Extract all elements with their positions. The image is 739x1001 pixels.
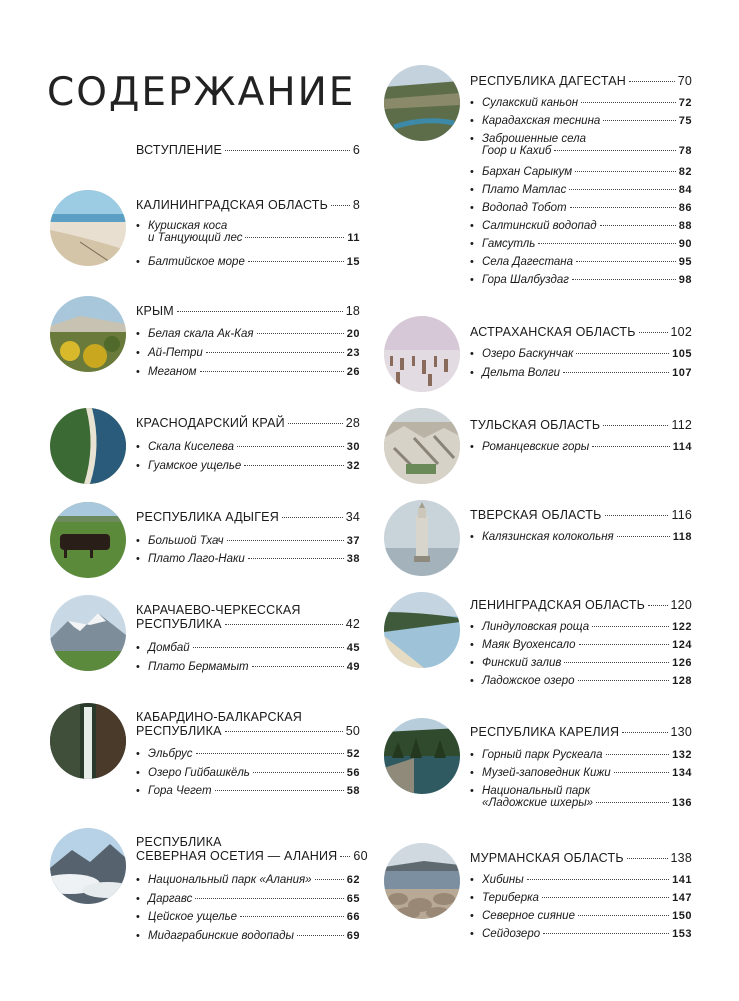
item-label: Мидаграбинские водопады	[148, 930, 294, 942]
dot-leader	[257, 333, 344, 334]
toc-item[interactable]	[136, 661, 360, 673]
bullet: •	[136, 256, 140, 268]
krasnodar-thumbnail	[50, 408, 126, 484]
bullet: •	[470, 238, 474, 250]
item-label: Дельта Волги	[482, 367, 561, 379]
dot-leader	[237, 446, 344, 447]
toc-item[interactable]	[136, 347, 360, 359]
item-label: Домбай	[148, 642, 190, 654]
item-page: 56	[346, 767, 360, 779]
item-page: 128	[672, 675, 692, 687]
bullet: •	[470, 115, 474, 127]
bullet: •	[470, 675, 474, 687]
item-label: Линдуловская роща	[482, 621, 590, 633]
toc-item[interactable]	[470, 274, 692, 286]
item-label: Села Дагестана	[482, 256, 574, 268]
bullet: •	[470, 274, 474, 286]
dot-leader	[576, 353, 669, 354]
toc-item[interactable]	[470, 184, 692, 196]
item-page: 88	[678, 220, 692, 232]
toc-item[interactable]	[136, 930, 360, 942]
item-label: Бархан Сарыкум	[482, 166, 573, 178]
item-label: Цейское ущелье	[148, 911, 238, 923]
section-page: 70	[677, 74, 692, 88]
item-page: 153	[672, 928, 692, 940]
bullet: •	[136, 661, 140, 673]
item-label: Даргавс	[148, 893, 193, 905]
item-label: Плато Бермамыт	[148, 661, 249, 673]
dot-leader	[605, 515, 669, 516]
dot-leader	[578, 915, 669, 916]
north-ossetia-thumbnail	[50, 828, 126, 904]
item-label: Гуамское ущелье	[148, 460, 242, 472]
dot-leader	[538, 243, 675, 244]
item-label: Романцевские горы	[482, 441, 590, 453]
dot-leader	[225, 624, 343, 625]
toc-item[interactable]	[470, 675, 692, 687]
item-label: Плато Лаго-Наки	[148, 553, 245, 565]
item-label: «Ладожские шхеры»	[482, 797, 594, 809]
item-label: Гамсутль	[482, 238, 536, 250]
dot-leader	[225, 150, 350, 151]
item-page: 132	[672, 749, 692, 761]
toc-section[interactable]	[136, 835, 368, 863]
toc-item[interactable]	[136, 642, 360, 654]
item-page: 118	[672, 531, 692, 543]
toc-item[interactable]	[136, 441, 360, 453]
bullet: •	[136, 347, 140, 359]
toc-section[interactable]	[470, 325, 692, 339]
item-label: Северное сияние	[482, 910, 575, 922]
toc-item[interactable]	[470, 892, 692, 904]
item-page: 82	[678, 166, 692, 178]
dot-leader	[622, 732, 667, 733]
toc-item[interactable]	[470, 621, 692, 633]
item-page: 58	[346, 785, 360, 797]
item-page: 20	[346, 328, 360, 340]
toc-item[interactable]	[470, 785, 692, 809]
item-label: Гоор и Кахиб	[482, 145, 552, 157]
bullet: •	[470, 256, 474, 268]
toc-section-intro[interactable]	[136, 143, 360, 157]
item-page: 86	[678, 202, 692, 214]
section-label: РЕСПУБЛИКА	[136, 724, 222, 738]
section-label: ТУЛЬСКАЯ ОБЛАСТЬ	[470, 418, 601, 432]
toc-item[interactable]	[470, 256, 692, 268]
section-label: КАБАРДИНО-БАЛКАРСКАЯ	[136, 710, 302, 724]
bullet: •	[136, 874, 140, 886]
section-page: 18	[345, 304, 360, 318]
item-label: Водопад Тобот	[482, 202, 567, 214]
item-page: 32	[346, 460, 360, 472]
toc-item[interactable]	[470, 531, 692, 543]
bullet: •	[470, 767, 474, 779]
toc-item[interactable]	[136, 874, 360, 886]
toc-section[interactable]	[470, 851, 692, 865]
kaliningrad-thumbnail	[50, 190, 126, 266]
toc-item[interactable]	[136, 553, 360, 565]
item-page: 45	[346, 642, 360, 654]
toc-item[interactable]	[470, 202, 692, 214]
dot-leader	[639, 332, 668, 333]
item-page: 23	[346, 347, 360, 359]
dot-leader	[288, 423, 343, 424]
dot-leader	[596, 802, 669, 803]
dot-leader	[297, 935, 344, 936]
toc-item[interactable]	[136, 893, 360, 905]
section-page: 34	[345, 510, 360, 524]
bullet: •	[136, 366, 140, 378]
item-page: 26	[346, 366, 360, 378]
bullet: •	[470, 874, 474, 886]
item-page: 69	[346, 930, 360, 942]
bullet: •	[470, 367, 474, 379]
section-label: РЕСПУБЛИКА ДАГЕСТАН	[470, 74, 627, 88]
bullet: •	[470, 97, 474, 109]
bullet: •	[136, 930, 140, 942]
bullet: •	[136, 220, 140, 232]
toc-item[interactable]	[470, 367, 692, 379]
dot-leader	[225, 731, 343, 732]
item-page: 98	[678, 274, 692, 286]
bullet: •	[470, 441, 474, 453]
item-label: Финский залив	[482, 657, 562, 669]
dot-leader	[193, 647, 344, 648]
section-page: 50	[345, 724, 360, 738]
toc-section[interactable]	[136, 198, 360, 212]
toc-item[interactable]	[136, 256, 360, 268]
bullet: •	[470, 892, 474, 904]
toc-item[interactable]	[136, 328, 360, 340]
dot-leader	[245, 237, 344, 238]
item-page: 124	[672, 639, 692, 651]
dot-leader	[177, 311, 343, 312]
dot-leader	[603, 425, 668, 426]
item-page: 75	[678, 115, 692, 127]
bullet: •	[136, 535, 140, 547]
item-label: Национальный парк	[482, 785, 591, 797]
item-label: Сейдозеро	[482, 928, 541, 940]
item-page: 141	[672, 874, 692, 886]
item-page: 62	[346, 874, 360, 886]
toc-section[interactable]	[470, 418, 692, 432]
item-label: Сулакский каньон	[482, 97, 579, 109]
section-page: 102	[670, 325, 692, 339]
section-label: МУРМАНСКАЯ ОБЛАСТЬ	[470, 851, 624, 865]
toc-item[interactable]	[470, 133, 692, 157]
section-label: РЕСПУБЛИКА АДЫГЕЯ	[136, 510, 279, 524]
item-page: 15	[346, 256, 360, 268]
section-label: РЕСПУБЛИКА КАРЕЛИЯ	[470, 725, 620, 739]
item-page: 78	[678, 145, 692, 157]
bullet: •	[136, 642, 140, 654]
item-page: 107	[672, 367, 692, 379]
dot-leader	[576, 261, 676, 262]
dot-leader	[240, 916, 344, 917]
dot-leader	[331, 205, 350, 206]
item-label: Куршская коса	[148, 220, 228, 232]
karachay-cherkessia-thumbnail	[50, 595, 126, 671]
dot-leader	[542, 897, 669, 898]
dot-leader	[606, 754, 670, 755]
item-page: 90	[678, 238, 692, 250]
karelia-thumbnail	[384, 718, 460, 794]
section-label: ВСТУПЛЕНИЕ	[136, 143, 222, 157]
section-label: КРАСНОДАРСКИЙ КРАЙ	[136, 416, 285, 430]
section-label: РЕСПУБЛИКА	[136, 835, 222, 849]
toc-section[interactable]	[470, 508, 692, 522]
item-label: Скала Киселева	[148, 441, 235, 453]
section-page: 120	[670, 598, 692, 612]
section-page: 138	[670, 851, 692, 865]
item-label: Ай-Петри	[148, 347, 203, 359]
item-label: Салтинский водопад	[482, 220, 597, 232]
section-page: 42	[345, 617, 360, 631]
item-page: 30	[346, 441, 360, 453]
item-label: Ладожское озеро	[482, 675, 575, 687]
item-label: Озеро Гийбашкёль	[148, 767, 250, 779]
dot-leader	[215, 790, 344, 791]
dot-leader	[206, 352, 344, 353]
item-page: 150	[672, 910, 692, 922]
bullet: •	[136, 785, 140, 797]
item-page: 65	[346, 893, 360, 905]
section-label: КАЛИНИНГРАДСКАЯ ОБЛАСТЬ	[136, 198, 328, 212]
section-page: 28	[345, 416, 360, 430]
toc-item[interactable]	[136, 220, 360, 244]
toc-section[interactable]	[470, 598, 692, 612]
dot-leader	[575, 171, 676, 172]
section-label: КРЫМ	[136, 304, 174, 318]
toc-item[interactable]	[136, 366, 360, 378]
bullet: •	[470, 749, 474, 761]
item-label: Териберка	[482, 892, 539, 904]
bullet: •	[470, 910, 474, 922]
toc-item[interactable]	[470, 97, 692, 109]
bullet: •	[470, 166, 474, 178]
dot-leader	[600, 225, 676, 226]
dot-leader	[648, 605, 667, 606]
bullet: •	[136, 893, 140, 905]
astrakhan-thumbnail	[384, 316, 460, 392]
adygea-thumbnail	[50, 502, 126, 578]
bullet: •	[136, 767, 140, 779]
item-label: Калязинская колокольня	[482, 531, 614, 543]
item-page: 49	[346, 661, 360, 673]
item-label: Заброшенные села	[482, 133, 587, 145]
page-title: СОДЕРЖАНИЕ	[47, 70, 356, 115]
toc-item[interactable]	[470, 928, 692, 940]
item-label: Белая скала Ак-Кая	[148, 328, 254, 340]
section-page: 116	[671, 508, 692, 522]
kabardino-balkaria-thumbnail	[50, 703, 126, 779]
toc-section[interactable]	[136, 603, 360, 631]
item-label: Меганом	[148, 366, 197, 378]
item-page: 147	[672, 892, 692, 904]
toc-section[interactable]	[136, 510, 360, 524]
item-page: 66	[346, 911, 360, 923]
section-label: КАРАЧАЕВО-ЧЕРКЕССКАЯ	[136, 603, 301, 617]
dot-leader	[244, 465, 343, 466]
dot-leader	[196, 753, 344, 754]
toc-item[interactable]	[470, 910, 692, 922]
item-page: 136	[672, 797, 692, 809]
item-page: 38	[346, 553, 360, 565]
toc-item[interactable]	[470, 767, 692, 779]
item-label: Маяк Вуохенсало	[482, 639, 576, 651]
dot-leader	[253, 772, 344, 773]
dot-leader	[617, 536, 670, 537]
dot-leader	[227, 540, 344, 541]
bullet: •	[470, 639, 474, 651]
bullet: •	[470, 202, 474, 214]
section-page: 60	[353, 849, 368, 863]
tver-thumbnail	[384, 500, 460, 576]
toc-item[interactable]	[470, 749, 692, 761]
dot-leader	[252, 666, 344, 667]
bullet: •	[136, 328, 140, 340]
dot-leader	[603, 120, 675, 121]
item-page: 134	[672, 767, 692, 779]
toc-item[interactable]	[470, 657, 692, 669]
toc-section[interactable]	[470, 74, 692, 88]
toc-item[interactable]	[136, 535, 360, 547]
item-label: Балтийское море	[148, 256, 245, 268]
section-label: ТВЕРСКАЯ ОБЛАСТЬ	[470, 508, 602, 522]
dot-leader	[195, 898, 343, 899]
item-label: Большой Тхач	[148, 535, 224, 547]
toc-section[interactable]	[136, 416, 360, 430]
bullet: •	[470, 220, 474, 232]
item-label: Хибины	[482, 874, 524, 886]
toc-item[interactable]	[136, 767, 360, 779]
toc-item[interactable]	[136, 911, 360, 923]
toc-section[interactable]	[136, 304, 360, 318]
bullet: •	[136, 441, 140, 453]
toc-item[interactable]	[470, 115, 692, 127]
bullet: •	[470, 348, 474, 360]
toc-item[interactable]	[470, 874, 692, 886]
section-label: АСТРАХАНСКАЯ ОБЛАСТЬ	[470, 325, 636, 339]
bullet: •	[470, 531, 474, 543]
item-page: 52	[346, 748, 360, 760]
bullet: •	[136, 553, 140, 565]
dot-leader	[572, 279, 676, 280]
toc-item[interactable]	[136, 460, 360, 472]
bullet: •	[470, 785, 474, 797]
section-page: 112	[671, 418, 692, 432]
toc-item[interactable]	[470, 238, 692, 250]
bullet: •	[136, 748, 140, 760]
item-label: Музей-заповедник Кижи	[482, 767, 611, 779]
dot-leader	[627, 858, 668, 859]
toc-item[interactable]	[470, 220, 692, 232]
item-label: Карадахская теснина	[482, 115, 601, 127]
bullet: •	[470, 928, 474, 940]
dot-leader	[592, 626, 669, 627]
bullet: •	[470, 657, 474, 669]
toc-item[interactable]	[136, 748, 360, 760]
dot-leader	[315, 879, 344, 880]
crimea-thumbnail	[50, 296, 126, 372]
item-page: 84	[678, 184, 692, 196]
item-page: 37	[346, 535, 360, 547]
item-page: 114	[672, 441, 692, 453]
toc-item[interactable]	[470, 639, 692, 651]
section-page: 6	[352, 143, 360, 157]
dot-leader	[200, 371, 344, 372]
item-page: 122	[672, 621, 692, 633]
item-label: Гора Чегет	[148, 785, 212, 797]
item-page: 126	[672, 657, 692, 669]
item-label: Озеро Баскунчак	[482, 348, 574, 360]
murmansk-thumbnail	[384, 843, 460, 919]
item-label: и Танцующий лес	[148, 232, 243, 244]
section-page: 8	[352, 198, 360, 212]
bullet: •	[136, 460, 140, 472]
toc-item[interactable]	[470, 348, 692, 360]
toc-section[interactable]	[136, 710, 360, 738]
toc-item[interactable]	[470, 441, 692, 453]
bullet: •	[470, 621, 474, 633]
dot-leader	[554, 150, 675, 151]
dot-leader	[629, 81, 675, 82]
item-label: Горный парк Рускеала	[482, 749, 603, 761]
toc-section[interactable]	[470, 725, 692, 739]
dot-leader	[569, 189, 675, 190]
dot-leader	[614, 772, 669, 773]
dagestan-thumbnail	[384, 65, 460, 141]
section-label: СЕВЕРНАЯ ОСЕТИЯ — АЛАНИЯ	[136, 849, 338, 863]
tula-thumbnail	[384, 408, 460, 484]
bullet: •	[136, 911, 140, 923]
bullet: •	[470, 133, 474, 145]
item-label: Плато Матлас	[482, 184, 567, 196]
dot-leader	[563, 372, 669, 373]
item-label: Эльбрус	[148, 748, 193, 760]
leningrad-thumbnail	[384, 592, 460, 668]
section-page: 130	[670, 725, 692, 739]
item-page: 95	[678, 256, 692, 268]
item-page: 72	[678, 97, 692, 109]
toc-item[interactable]	[470, 166, 692, 178]
item-label: Гора Шалбуздаг	[482, 274, 569, 286]
dot-leader	[579, 644, 670, 645]
section-label: РЕСПУБЛИКА	[136, 617, 222, 631]
dot-leader	[581, 102, 676, 103]
item-label: Национальный парк «Алания»	[148, 874, 312, 886]
item-page: 11	[347, 232, 360, 244]
dot-leader	[248, 261, 344, 262]
bullet: •	[470, 184, 474, 196]
item-page: 105	[672, 348, 692, 360]
dot-leader	[527, 879, 669, 880]
dot-leader	[578, 680, 670, 681]
dot-leader	[543, 933, 669, 934]
dot-leader	[248, 558, 344, 559]
dot-leader	[340, 856, 350, 857]
dot-leader	[564, 662, 669, 663]
section-label: ЛЕНИНГРАДСКАЯ ОБЛАСТЬ	[470, 598, 646, 612]
toc-item[interactable]	[136, 785, 360, 797]
dot-leader	[570, 207, 676, 208]
dot-leader	[282, 517, 343, 518]
dot-leader	[592, 446, 670, 447]
